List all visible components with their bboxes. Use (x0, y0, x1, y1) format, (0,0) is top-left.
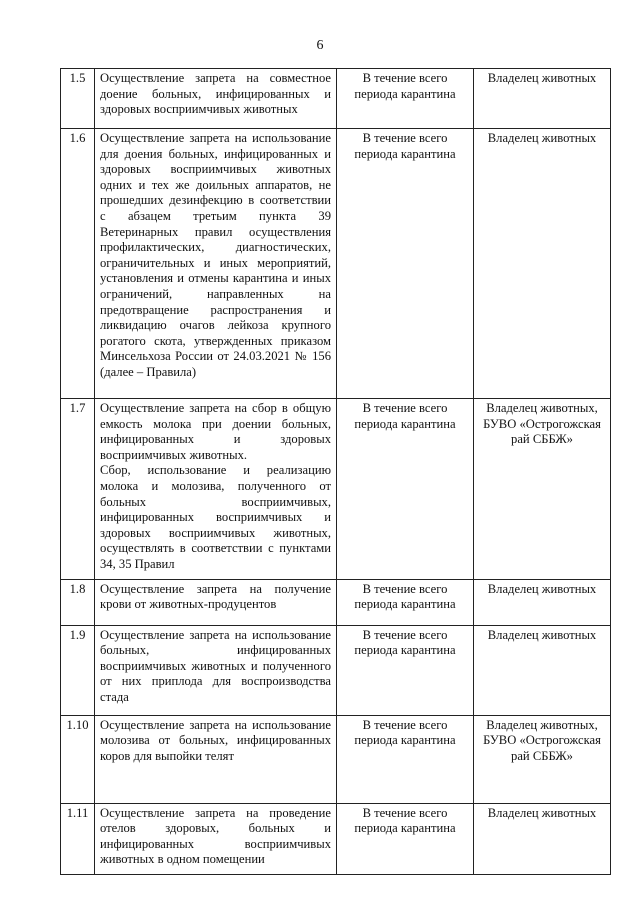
row-number: 1.10 (61, 715, 95, 803)
table-row (61, 69, 611, 129)
measure-text (95, 803, 337, 874)
measures-table (60, 68, 611, 875)
responsible-text: Владелец животных (474, 69, 611, 129)
term-text: В течение всего периода карантина (337, 69, 474, 129)
term-text: В течение всего периода карантина (337, 715, 474, 803)
measure-text (95, 129, 337, 399)
responsible-text: Владелец животных, БУВО «Острогожская рай СББЖ» (474, 715, 611, 803)
measure-text (95, 69, 337, 129)
responsible-text: Владелец животных (474, 129, 611, 399)
measure-paragraph: Осуществление запрета на получение крови от животных-продуцентов (100, 581, 331, 612)
table-row (61, 715, 611, 803)
table-row (61, 803, 611, 874)
row-number: 1.11 (61, 803, 95, 874)
measure-paragraph: Осуществление запрета на совместное доение больных, инфицированных и здоровых восприимчивых животных (100, 71, 331, 117)
measure-paragraph: Осуществление запрета на сбор в общую емкость молока при доении больных, инфицированных и здоровых восприимчивых животных. (100, 401, 331, 462)
term-text: В течение всего периода карантина (337, 625, 474, 715)
page-number: 6 (316, 38, 324, 53)
term-text: В течение всего периода карантина (337, 399, 474, 580)
measure-paragraph: Осуществление запрета на использование для доения больных, инфицированных и здоровых восприимчивых животных одних и тех же доильных аппаратов, не прошедших дезинфекцию в соответствии с абзацем третьим пункта 39 Ветеринарных правил осуществления профилактических, диагностических, ограничительных и иных мероприятий, установления и отмены карантина и иных ограничений, направленных на предотвращение распространения и ликвидацию очагов лейкоза крупного рогатого скота, утвержденных приказом Минсельхоза России от 24.03.2021 № 156 (далее – Правила) (100, 131, 331, 379)
table-row (61, 399, 611, 580)
table-row (61, 129, 611, 399)
term-text: В течение всего периода карантина (337, 129, 474, 399)
measure-paragraph: Осуществление запрета на использование молозива от больных, инфицированных коров для выпойки телят (100, 717, 331, 763)
responsible-text: Владелец животных, БУВО «Острогожская рай СББЖ» (474, 399, 611, 580)
row-number: 1.9 (61, 625, 95, 715)
measure-paragraph: Осуществление запрета на использование больных, инфицированных восприимчивых животных и полученного от них приплода для воспроизводства стада (100, 627, 331, 704)
responsible-text: Владелец животных (474, 579, 611, 625)
term-text: В течение всего периода карантина (337, 579, 474, 625)
row-number: 1.7 (61, 399, 95, 580)
row-number: 1.6 (61, 129, 95, 399)
measure-paragraph: Осуществление запрета на проведение отелов здоровых, больных и инфицированных восприимчивых животных в одном помещении (100, 805, 331, 867)
table-row (61, 625, 611, 715)
measure-paragraph: Сбор, использование и реализацию молока и молозива, полученного от больных восприимчивых, инфицированных восприимчивых и здоровых восприимчивых животных, осуществлять в соответствии с пунктами 34, 35 Правил (100, 463, 331, 571)
responsible-text: Владелец животных (474, 625, 611, 715)
measure-text (95, 399, 337, 580)
row-number: 1.8 (61, 579, 95, 625)
term-text: В течение всего периода карантина (337, 803, 474, 874)
measure-text (95, 715, 337, 803)
responsible-text: Владелец животных (474, 803, 611, 874)
measure-text (95, 625, 337, 715)
measure-text (95, 579, 337, 625)
row-number: 1.5 (61, 69, 95, 129)
table-row (61, 579, 611, 625)
